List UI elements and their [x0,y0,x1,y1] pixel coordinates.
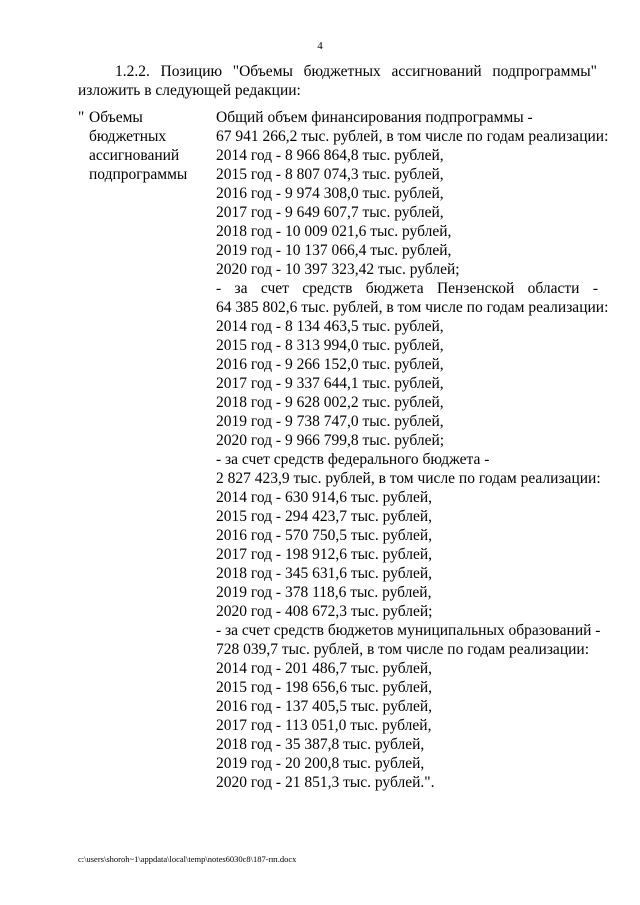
content-line: 2019 год - 10 137 066,4 тыс. рублей, [216,242,452,259]
content-line: 2020 год - 21 851,3 тыс. рублей.". [216,774,435,791]
content-line: 2015 год - 8 807 074,3 тыс. рублей, [216,166,444,183]
content-line: 2018 год - 35 387,8 тыс. рублей, [216,736,425,753]
content-line: 2019 год - 9 738 747,0 тыс. рублей, [216,413,444,430]
content-line: 2014 год - 8 134 463,5 тыс. рублей, [216,318,444,335]
label-line: бюджетных [89,128,167,145]
label-line: ассигнований [89,147,180,164]
content-line: 2015 год - 198 656,6 тыс. рублей, [216,679,433,696]
content-line: 2019 год - 378 118,6 тыс. рублей, [216,584,432,601]
content-line: 2020 год - 9 966 799,8 тыс. рублей; [216,432,445,449]
content-line: 2014 год - 630 914,6 тыс. рублей, [216,489,433,506]
content-line: 67 941 266,2 тыс. рублей, в том числе по годам реализации: [216,128,609,145]
content-line: 2018 год - 345 631,6 тыс. рублей, [216,565,433,582]
content-line: 2018 год - 9 628 002,2 тыс. рублей, [216,394,444,411]
financing-content [216,108,609,792]
content-line: 2016 год - 137 405,5 тыс. рублей, [216,698,433,715]
page-number: 4 [317,40,323,52]
position-label [89,108,209,184]
footer-file-path: c:\users\shoroh~1\appdata\local\temp\notes6030c8\187-пп.docx [78,854,297,864]
content-line: 2014 год - 201 486,7 тыс. рублей, [216,660,433,677]
content-line: 2015 год - 294 423,7 тыс. рублей, [216,508,433,525]
intro-paragraph [78,62,597,100]
content-line: - за счет средств бюджета Пензенской области - [216,280,598,297]
content-line: 2015 год - 8 313 994,0 тыс. рублей, [216,337,444,354]
content-line: 2016 год - 9 266 152,0 тыс. рублей, [216,356,444,373]
opening-quote: " [78,109,85,126]
content-line: 2020 год - 10 397 323,42 тыс. рублей; [216,261,460,278]
content-line: 2016 год - 9 974 308,0 тыс. рублей, [216,185,444,202]
content-line: 2 827 423,9 тыс. рублей, в том числе по годам реализации: [216,470,601,487]
content-line: 728 039,7 тыс. рублей, в том числе по годам реализации: [216,641,590,658]
content-line: - за счет средств федерального бюджета - [216,451,490,468]
content-line: 2020 год - 408 672,3 тыс. рублей; [216,603,433,620]
label-line: Объемы [89,109,143,126]
content-line: 2014 год - 8 966 864,8 тыс. рублей, [216,147,444,164]
content-line: 2019 год - 20 200,8 тыс. рублей, [216,755,425,772]
content-line: 2017 год - 9 649 607,7 тыс. рублей, [216,204,444,221]
content-line: 2016 год - 570 750,5 тыс. рублей, [216,527,433,544]
label-line: подпрограммы [89,166,188,183]
content-line: 2017 год - 9 337 644,1 тыс. рублей, [216,375,444,392]
content-line: Общий объем финансирования подпрограммы - [216,109,533,126]
content-line: 2017 год - 113 051,0 тыс. рублей, [216,717,432,734]
intro-line-2: изложить в следующей редакции: [78,82,301,99]
content-line: 2017 год - 198 912,6 тыс. рублей, [216,546,433,563]
intro-line-1: 1.2.2. Позицию "Объемы бюджетных ассигнований подпрограммы" [115,63,597,80]
content-line: 64 385 802,6 тыс. рублей, в том числе по годам реализации: [216,299,609,316]
content-line: - за счет средств бюджетов муниципальных образований - [216,622,601,639]
content-line: 2018 год - 10 009 021,6 тыс. рублей, [216,223,452,240]
